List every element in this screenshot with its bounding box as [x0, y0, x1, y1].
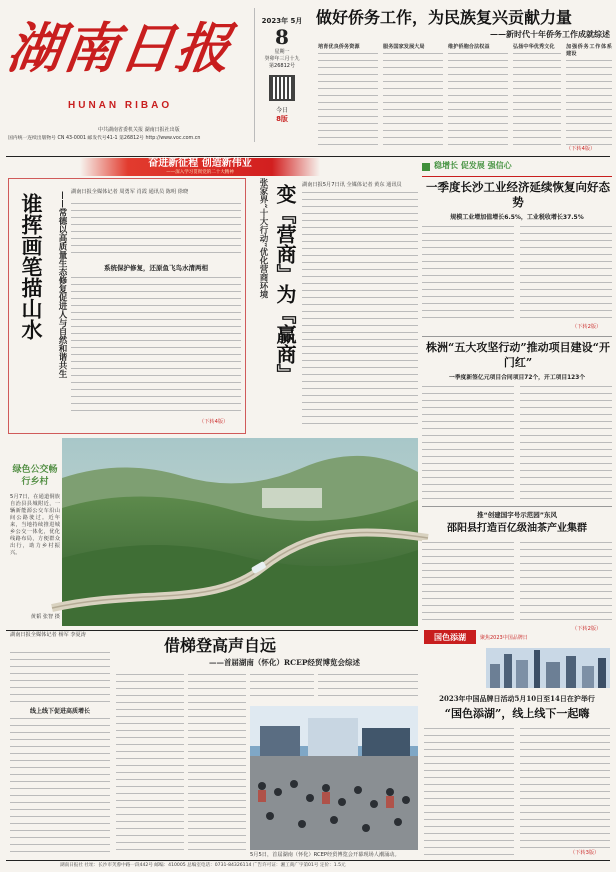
- bottom-subtitle: ——首届湖南（怀化）RCEP经贸博览会综述: [208, 658, 360, 667]
- divider: [422, 336, 612, 337]
- section-rule: [422, 176, 612, 177]
- date-day: 8: [275, 25, 289, 49]
- guocao-photo: [486, 648, 610, 688]
- text-block: [422, 540, 514, 626]
- top-story-sub-2: 服务国家发展大局: [383, 44, 425, 50]
- text-block: [422, 224, 514, 324]
- text-block: [520, 384, 612, 502]
- text-block: [513, 51, 561, 147]
- feature-byline: 湖南日报全媒体记者 周勇军 肖霞 通讯员 陈明 徐晓: [71, 189, 189, 195]
- top-story-sub-3: 维护侨胞合法权益: [448, 44, 490, 50]
- page-count: 8版: [276, 115, 288, 123]
- guocao-jump: （下转3版）: [570, 850, 600, 856]
- feature-jump: （下转4版）: [199, 419, 229, 425]
- masthead-info-line: 国内统一连续出版物号 CN 43-0001 邮发代号41-1 第26812号 http://www.voc.com.cn: [8, 136, 201, 141]
- top-story-sub-5: 加强侨务工作体系建设: [566, 44, 612, 57]
- city-skyline-illustration: [486, 648, 610, 688]
- date-box: [254, 8, 309, 142]
- top-story-subtitle: ——新时代十年侨务工作成就综述: [490, 29, 610, 39]
- text-block: [250, 672, 314, 702]
- change-kicker: 张家界“十大行动”优化营商环境: [258, 178, 268, 299]
- banner-subtitle: ——深入学习贯彻党的二十大精神: [166, 170, 234, 175]
- q1-jump: （下转2版）: [572, 324, 602, 330]
- footer-text: 湖南日报社 社址：长沙市芙蓉中路一段442号 邮编：410005 总编室电话：0731-84326114 广告许可证：湘工商广字第01号 定价：1.5元: [60, 863, 346, 868]
- feature-box: [8, 178, 246, 434]
- feature-kicker: ——常德以高质量生态修复促进人与自然和谐共生: [57, 191, 67, 378]
- q1-subtitle: 规模工业增加值增长6.5%，工业税收增长37.5%: [450, 214, 584, 221]
- qr-code: [269, 75, 295, 101]
- date-year-month: 2023年 5月: [261, 17, 303, 25]
- section-label-text: 稳增长 促发展 强信心: [434, 160, 512, 170]
- separator-rule: [6, 156, 610, 157]
- section-marker-icon: [422, 163, 430, 171]
- photo-caption-title: 绿色公交畅行乡村: [12, 465, 58, 487]
- zhuzhou-subtitle: 一季度新签亿元项目合同项目72个，开工项目123个: [448, 375, 586, 381]
- text-block: [448, 51, 508, 147]
- banner: [80, 158, 320, 176]
- top-story-jump: （下转4版）: [566, 146, 596, 152]
- guocao-badge: 国色添湖: [424, 630, 476, 644]
- text-block: [383, 51, 443, 147]
- text-block: [188, 672, 246, 856]
- photo-credit: 黄韬 张智 摄: [30, 614, 60, 620]
- change-title: 变『营商』为『赢商』: [273, 184, 297, 384]
- today-label: 今日: [275, 107, 288, 114]
- shaoyang-kicker: 推“创建国字号示范园”东风: [476, 511, 558, 519]
- text-block: [10, 716, 110, 856]
- text-block: [424, 726, 514, 856]
- text-block: [116, 672, 184, 856]
- top-story-col-5: [566, 44, 612, 152]
- top-story-sub-1: 培育优良侨务资源: [318, 44, 360, 50]
- divider: [422, 506, 612, 507]
- issue-number: 第26812号: [269, 63, 295, 69]
- guocao-title-line1: 2023年中国品牌日活动5月10日至14日在沪举行: [439, 694, 595, 703]
- top-story-col-4: [513, 44, 561, 148]
- bottom-title: 借梯登高声自远: [163, 636, 276, 655]
- top-story-col-2: [383, 44, 443, 148]
- text-block: [422, 384, 514, 502]
- text-block: [520, 540, 612, 626]
- expo-photo-caption: 5月5日，首届湖南（怀化）RCEP经贸博览会开幕现场人潮涌动。: [250, 852, 400, 858]
- text-block: [318, 672, 418, 702]
- masthead: [3, 6, 310, 156]
- shaoyang-title: 邵阳县打造百亿级油茶产业集群: [447, 523, 587, 534]
- text-block: [71, 275, 241, 415]
- section-label: [422, 160, 612, 174]
- text-block: [520, 224, 612, 324]
- top-story-title: 做好侨务工作，为民族复兴贡献力量: [316, 8, 573, 27]
- footer-rule: [6, 860, 610, 861]
- text-block: [71, 201, 241, 259]
- text-block: [10, 650, 110, 704]
- feature-title: 谁挥画笔描山水: [19, 193, 44, 340]
- landscape-illustration: [62, 438, 418, 626]
- top-story-col-3: [448, 44, 508, 148]
- masthead-pinyin: HUNAN RIBAO: [68, 100, 173, 111]
- guocao-label-sub: 聚焦2023中国品牌日: [480, 635, 528, 641]
- masthead-publisher: 中共湖南省委机关报 湖南日报社出版: [98, 127, 180, 133]
- text-block: [520, 726, 610, 850]
- guocao-title-line2: “国色添湖”，线上线下一起嗨: [444, 707, 590, 720]
- lunar-date: 癸卯年三月十九: [264, 56, 300, 62]
- expo-crowd-illustration: [250, 706, 418, 850]
- bottom-left-head: 线上线下促进高质增长: [29, 708, 90, 715]
- feature-photo: [62, 438, 418, 626]
- separator-rule: [6, 630, 418, 631]
- masthead-title: 湖南日报: [3, 16, 237, 80]
- text-block: [318, 51, 378, 147]
- change-byline: 湖南日报5月7日讯 全媒体记者 黄东 通讯员: [302, 182, 402, 188]
- zhuzhou-title: 株洲“五大攻坚行动”推动项目建设“开门红”: [426, 341, 610, 369]
- banner-title: 奋进新征程 创造新伟业: [148, 158, 252, 169]
- photo-caption-body: 5月7日，在通道侗族自治县县城附近，一辆新能源公交车沿山间公路驶过。近年来，当地持续推进城乡公交一体化，优化线路布局，方便群众出行，助力乡村振兴。: [10, 494, 60, 556]
- shaoyang-jump: （下转2版）: [572, 626, 602, 632]
- text-block: [566, 58, 612, 146]
- weekday: 星期一: [274, 49, 290, 55]
- bottom-byline: 湖南日报全媒体记者 杨军 李夏涛: [10, 632, 86, 638]
- feature-section-head: 系统保护修复，还原鱼飞鸟水清两相: [104, 264, 208, 272]
- expo-photo: [250, 706, 418, 850]
- text-block: [302, 190, 418, 430]
- guocao-label: [424, 630, 610, 646]
- top-story-sub-4: 弘扬中华优秀文化: [513, 44, 555, 50]
- q1-title: 一季度长沙工业经济延续恢复向好态势: [426, 180, 610, 209]
- top-story-col-1: [318, 44, 378, 148]
- right-column: [422, 160, 612, 820]
